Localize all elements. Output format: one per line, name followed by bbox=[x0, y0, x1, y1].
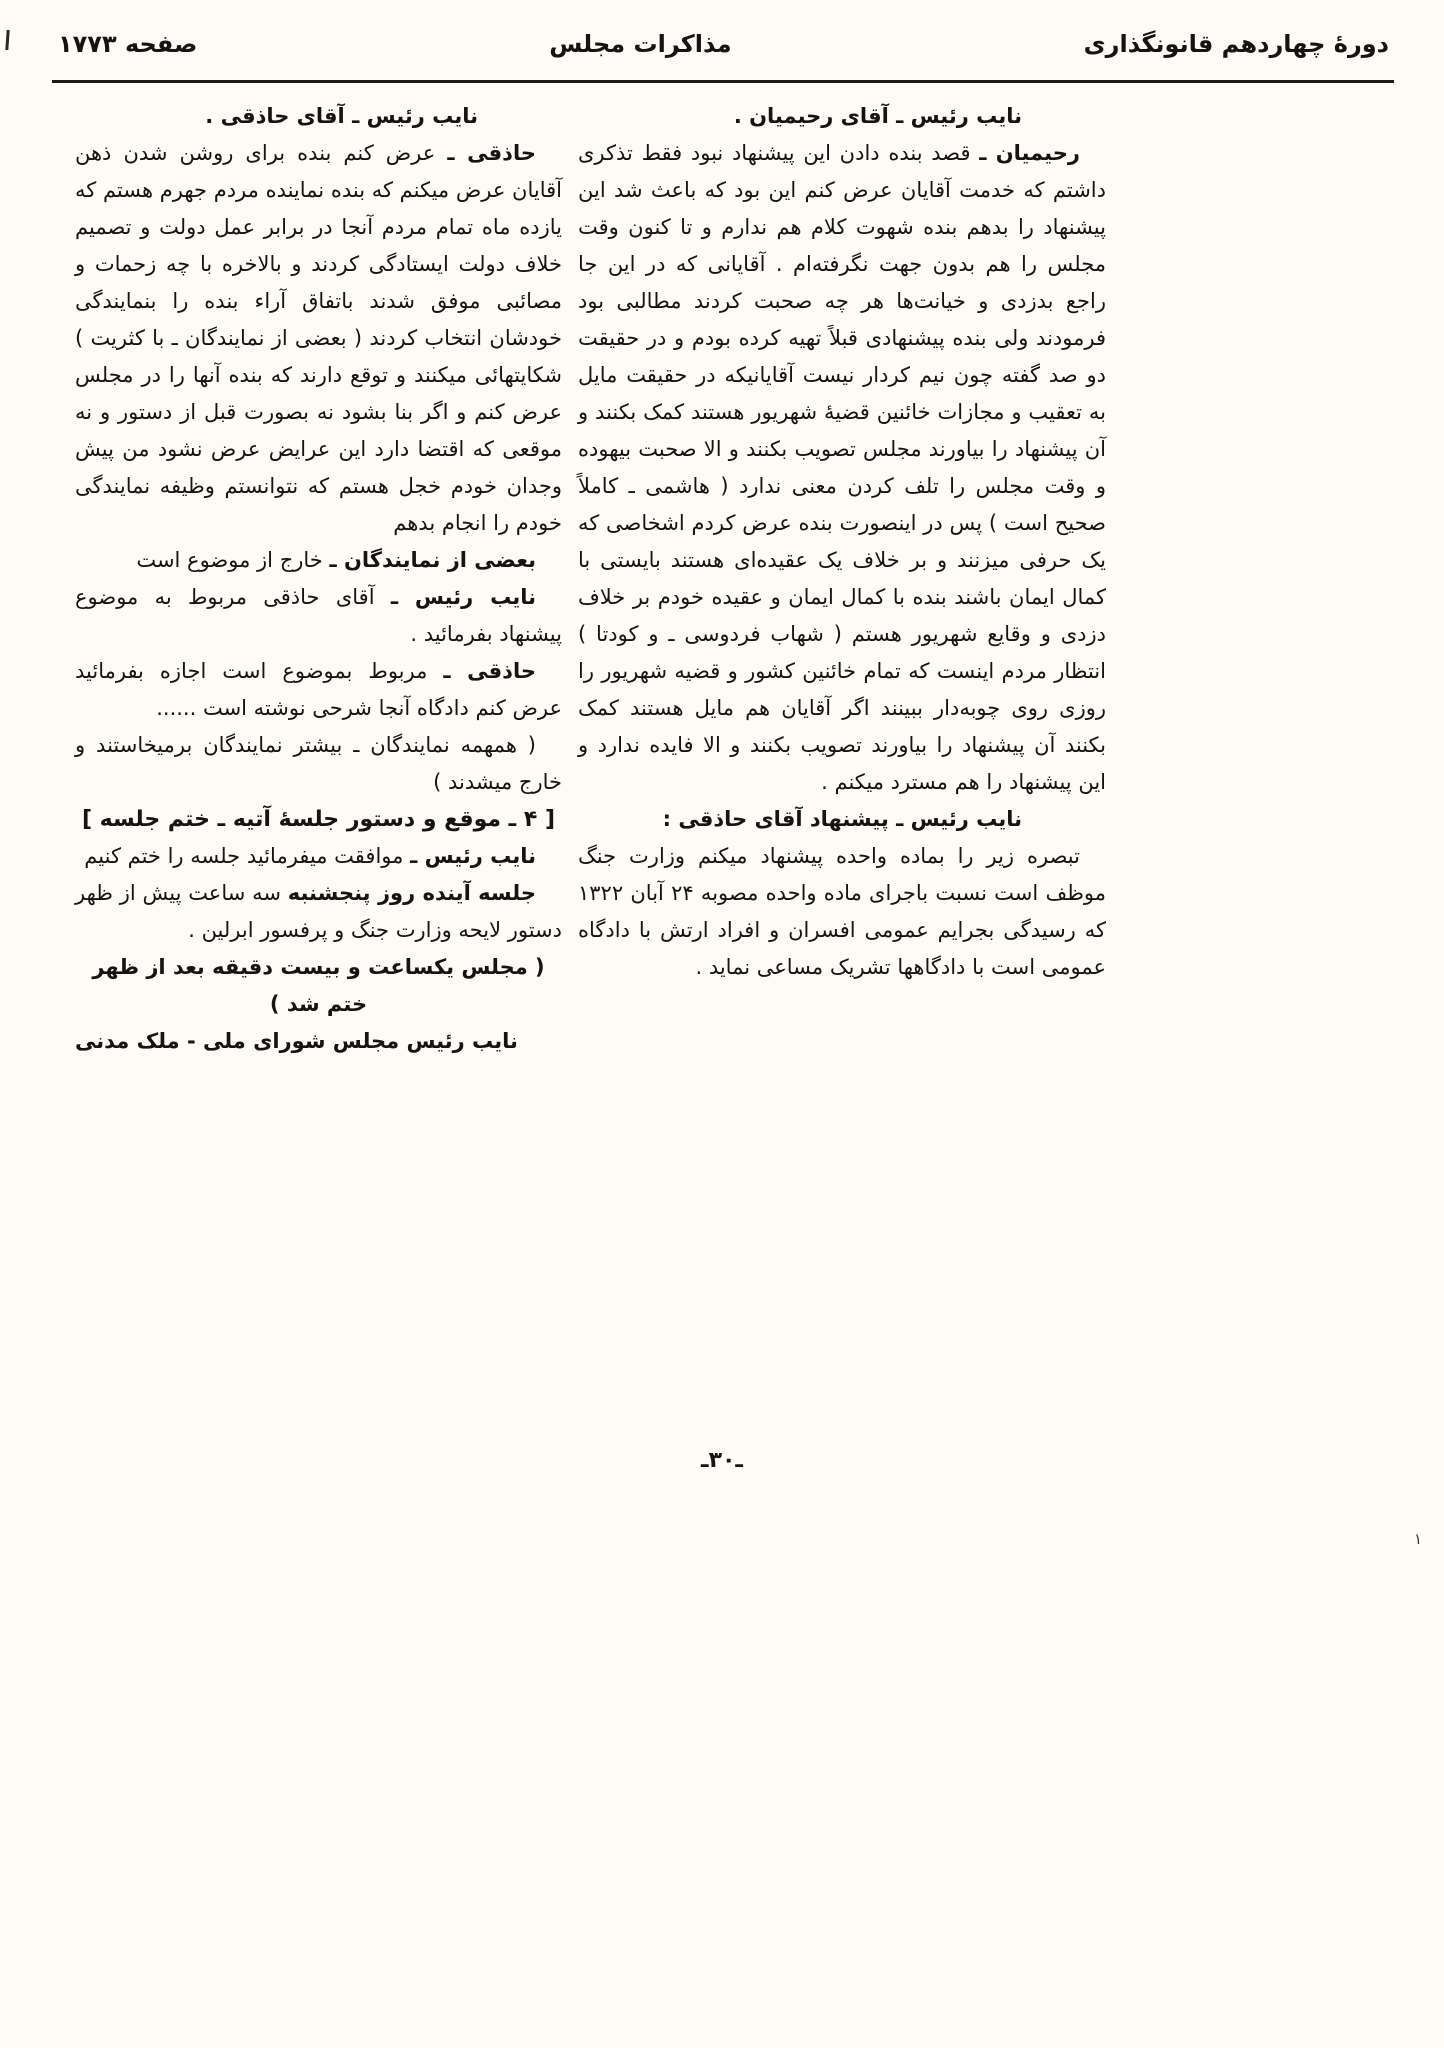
page-header bbox=[58, 30, 1389, 58]
right-column bbox=[578, 98, 1106, 986]
speaker-name: حاذقی ـ bbox=[443, 659, 536, 683]
speech-text: آقای حاذقی . bbox=[205, 104, 345, 128]
speaker-name: بعضی از نمایندگان ـ bbox=[329, 548, 536, 572]
left-column bbox=[75, 98, 562, 1060]
text-columns bbox=[75, 98, 1106, 1060]
speaker-name: رحیمیان ـ bbox=[979, 141, 1080, 165]
speaker-name: نایب رئیس ـ bbox=[410, 844, 536, 868]
speech-paragraph bbox=[75, 135, 562, 542]
speech-paragraph bbox=[75, 653, 562, 727]
speech-text: آقای رحیمیان . bbox=[733, 104, 889, 128]
section-heading-text: [ ۴ ـ موقع و دستور جلسهٔ آتیه ـ ختم جلسه ] bbox=[81, 807, 556, 832]
interjection-paragraph bbox=[75, 542, 562, 579]
speech-paragraph bbox=[578, 98, 1106, 135]
speech-text: ( همهمه نمایندگان ـ بیشتر نمایندگان برمیخاستند و خارج میشدند ) bbox=[75, 733, 562, 794]
speech-text: پیشنهاد آقای حاذقی : bbox=[662, 807, 889, 831]
speech-paragraph bbox=[578, 801, 1106, 838]
signature-text: نایب رئیس مجلس شورای ملی - ملک مدنی bbox=[75, 1029, 518, 1053]
speech-text: عرض کنم بنده برای روشن شدن ذهن آقایان عرض میکنم که بنده نماینده مردم جهرم هستم که یازده ماه تمام مردم آنجا در برابر عمل دولت و تصمیم خلاف دولت ایستادگی کردند و بالاخره با چه زحمات و مصائبی موفق شدند باتفاق آراء بنده را بنمایندگی خودشان انتخاب کردند ( بعضی از نمایندگان ـ با کثریت ) شکایتهائی میکنند و توقع دارند که بنده آنها را در مجلس عرض کنم و اگر بنا بشود نه بصورت قبل از دستور و نه موقعی که اقتضا دارد این عرایض عرض نشود من پیش وجدان خودم خجل هستم که نتوانستم وظیفه نمایندگی خودم را انجام بدهم bbox=[75, 141, 562, 535]
speaker-name: حاذقی ـ bbox=[447, 141, 536, 165]
speech-paragraph bbox=[75, 838, 562, 875]
speech-paragraph bbox=[75, 579, 562, 653]
speech-text: خارج از موضوع است bbox=[136, 548, 323, 572]
signature-line bbox=[75, 1023, 562, 1060]
proposal-text-paragraph bbox=[578, 838, 1106, 986]
header-document-title: مذاکرات مجلس bbox=[549, 30, 732, 58]
adjournment-note bbox=[75, 949, 562, 1023]
header-session-title: دورهٔ چهاردهم قانونگذاری bbox=[1083, 30, 1389, 58]
stage-direction-paragraph bbox=[75, 727, 562, 801]
speech-text: مربوط بموضوع است اجازه بفرمائید عرض کنم دادگاه آنجا شرحی نوشته است ...... bbox=[75, 659, 562, 720]
next-session-paragraph bbox=[75, 875, 562, 949]
scan-artifact-mark bbox=[5, 30, 9, 50]
speaker-name: نایب رئیس ـ bbox=[390, 585, 536, 609]
next-session-label: جلسه آینده روز پنجشنبه bbox=[287, 881, 536, 905]
speech-text: سه ساعت پیش از ظهر دستور لایحه وزارت جنگ و پرفسور ابرلین . bbox=[75, 881, 562, 942]
speaker-name: نایب رئیس ـ bbox=[896, 104, 1022, 128]
speaker-name: نایب رئیس ـ bbox=[352, 104, 478, 128]
speaker-name: نایب رئیس ـ bbox=[896, 807, 1022, 831]
speech-text: آقای حاذقی مربوط به موضوع پیشنهاد بفرمائید . bbox=[75, 585, 562, 646]
speech-paragraph bbox=[578, 135, 1106, 801]
header-divider bbox=[52, 80, 1394, 83]
speech-text: تبصره زیر را بماده واحده پیشنهاد میکنم وزارت جنگ موظف است نسبت باجرای ماده واحده مصوبه ۲۴ آبان ۱۳۲۲ که رسیدگی بجرایم عمومی افسران و افراد ارتش با دادگاه عمومی است با دادگاهها تشریک مساعی نماید . bbox=[578, 844, 1107, 979]
scan-artifact-numeral: ۱ bbox=[1413, 1530, 1422, 1548]
speech-text: قصد بنده دادن این پیشنهاد نبود فقط تذکری داشتم که خدمت آقایان عرض کنم این بود که باعث شد این پیشنهاد را بدهم بنده شهوت کلام هم ندارم و تا کنون وقت مجلس را هم بدون جهت نگرفته‌ام . آقایانی که در این جا راجع بدزدی و خیانت‌ها هر چه صحبت کردند مطالبی بود فرمودند ولی بنده پیشنهادی قبلاً تهیه کرده بودم و در حقیقت دو صد گفته چون نیم کردار نیست آقایانیکه در حقیقت مایل به تعقیب و مجازات خائنین قضیهٔ شهریور هستند کمک بکنند و آن پیشنهاد را بیاورند مجلس تصویب بکنند و الا صحبت بیهوده و وقت مجلس را تلف کردن معنی ندارد ( هاشمی ـ کاملاً صحیح است ) پس در اینصورت بنده عرض کردم اشخاصی که یک حرفی میزنند و بر خلاف یک عقیده‌ای هستند بایستی با کمال ایمان باشند بنده با کمال ایمان و عقیده خودم بر خلاف دزدی و وقایع شهریور هستم ( شهاب فردوسی ـ و کودتا ) انتظار مردم اینست که تمام خائنین کشور و قضیه شهریور را روزی روی چوبه‌دار ببینند اگر آقایان هم مایل هستند کمک بکنند آن پیشنهاد را بیاورند تصویب بکنند و الا فایده ندارد و این پیشنهاد را هم مسترد میکنم . bbox=[578, 141, 1106, 794]
header-page-number: صفحه ۱۷۷۳ bbox=[58, 30, 198, 58]
speech-text: ( مجلس یکساعت و بیست دقیقه بعد از ظهر ختم شد ) bbox=[92, 955, 545, 1016]
footer-page-number: ـ۳۰ـ bbox=[701, 1448, 743, 1473]
speech-paragraph bbox=[75, 98, 562, 135]
agenda-section-heading bbox=[75, 801, 562, 838]
speech-text: موافقت میفرمائید جلسه را ختم کنیم bbox=[84, 844, 404, 868]
